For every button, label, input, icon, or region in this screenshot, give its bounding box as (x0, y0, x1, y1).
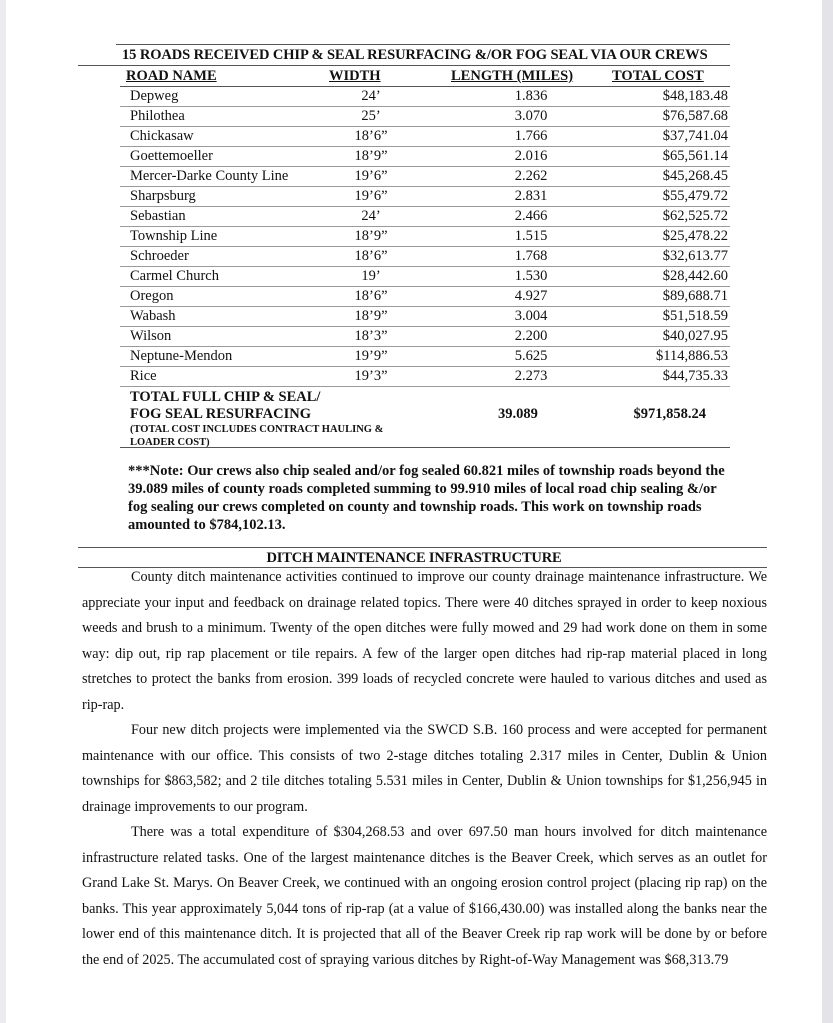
road-length: 2.262 (514, 168, 548, 184)
road-width: 19’3” (354, 368, 388, 384)
header-width: WIDTH (329, 68, 381, 84)
road-length: 2.831 (514, 188, 548, 204)
road-width: 18’6” (354, 248, 388, 264)
table-row (126, 207, 728, 227)
road-name: Sharpsburg (130, 188, 196, 204)
total-cost: $971,858.24 (633, 406, 706, 422)
ditch-paragraph-1-text: County ditch maintenance activities continued to improve our county drainage maintenance infrastructure. We appreciate your input and feedback on drainage related topics. There were 40 ditches sprayed in order to keep noxious weeds and brush to a minimum. Twenty of the open ditches were fully mowed and 29 had work done on them in some way: dip out, rip rap placement or tile repairs. A few of the larger open ditches had rip-rap material placed in long stretches to protect the banks from erosion. 399 loads of recycled concrete were hauled to various ditches and used as rip-rap. (82, 569, 767, 713)
road-length: 2.273 (514, 368, 548, 384)
road-width: 18’9” (354, 308, 388, 324)
road-name: Chickasaw (130, 128, 194, 144)
ditch-paragraph-3-text: There was a total expenditure of $304,268.53 and over 697.50 man hours involved for ditch maintenance infrastructure related tasks. One of the largest maintenance ditches is the Beaver Creek, which serves as an outlet for Grand Lake St. Marys. On Beaver Creek, we continued with an ongoing erosion control project (placing rip rap) on the banks. This year approximately 5,044 tons of rip-rap (at a value of $166,430.00) was installed along the banks near the lower end of this maintenance ditch. It is projected that all of the Beaver Creek rip rap work will be done by or before the end of 2025. The accumulated cost of spraying various ditches by Right-of-Way Management was $68,313.79 (82, 824, 767, 968)
table-title: 15 ROADS RECEIVED CHIP & SEAL RESURFACING &/OR FOG SEAL VIA OUR CREWS (122, 47, 708, 63)
road-name: Wabash (130, 308, 176, 324)
table-title-rule (78, 65, 730, 66)
road-width: 19’9” (354, 348, 388, 364)
table-row (126, 147, 728, 167)
road-length: 3.070 (514, 108, 548, 124)
road-width: 19’6” (354, 168, 388, 184)
table-row (126, 367, 728, 387)
road-name: Mercer-Darke County Line (130, 168, 289, 184)
road-cost: $32,613.77 (662, 248, 728, 264)
road-name: Township Line (130, 228, 218, 244)
table-row (126, 307, 728, 327)
ditch-paragraph-2 (82, 718, 767, 820)
table-row (126, 167, 728, 187)
table-row (126, 87, 728, 107)
road-width: 18’6” (354, 288, 388, 304)
total-label-line2: FOG SEAL RESURFACING (130, 406, 312, 422)
road-width: 18’9” (354, 148, 388, 164)
road-length: 5.625 (514, 348, 548, 364)
document-page (6, 0, 822, 1023)
road-cost: $65,561.14 (662, 148, 728, 164)
road-name: Wilson (130, 328, 172, 344)
road-name: Carmel Church (130, 268, 219, 284)
road-width: 18’3” (354, 328, 388, 344)
road-cost: $76,587.68 (662, 108, 728, 124)
note-paragraph: ***Note: Our crews also chip sealed and/or fog sealed 60.821 miles of township roads beyond the 39.089 miles of county roads completed summing to 99.910 miles of local road chip sealing &/or fog sealing our crews completed on county and township roads. This work on township roads amounted to $784,102.13. (128, 463, 725, 533)
road-cost: $45,268.45 (662, 168, 728, 184)
road-name: Rice (130, 368, 157, 384)
table-row (126, 107, 728, 127)
road-length: 1.530 (514, 268, 548, 284)
table-row (126, 347, 728, 367)
road-name: Sebastian (130, 208, 186, 224)
road-cost: $44,735.33 (662, 368, 728, 384)
table-row (126, 187, 728, 207)
road-length: 1.768 (514, 248, 548, 264)
road-cost: $55,479.72 (662, 188, 728, 204)
table-row (126, 127, 728, 147)
road-cost: $37,741.04 (662, 128, 728, 144)
road-cost: $62,525.72 (662, 208, 728, 224)
road-cost: $40,027.95 (662, 328, 728, 344)
total-bottom-rule (120, 447, 730, 448)
road-length: 2.200 (514, 328, 548, 344)
road-cost: $25,478.22 (662, 228, 728, 244)
road-cost: $28,442.60 (662, 268, 728, 284)
header-length: LENGTH (MILES) (451, 68, 574, 84)
road-width: 19’6” (354, 188, 388, 204)
ditch-paragraph-3 (82, 820, 767, 974)
table-row (126, 327, 728, 347)
road-name: Depweg (130, 88, 179, 104)
road-name: Neptune-Mendon (130, 348, 233, 364)
header-road-name: ROAD NAME (126, 68, 217, 84)
road-cost: $114,886.53 (656, 348, 728, 364)
road-length: 1.515 (514, 228, 548, 244)
road-length: 2.466 (514, 208, 548, 224)
total-length: 39.089 (498, 406, 538, 422)
total-label-line1: TOTAL FULL CHIP & SEAL/ (130, 389, 321, 405)
road-length: 1.836 (514, 88, 548, 104)
total-sub-line1: (TOTAL COST INCLUDES CONTRACT HAULING & (130, 424, 384, 435)
road-length: 1.766 (514, 128, 548, 144)
road-width: 19’ (361, 268, 381, 284)
road-cost: $89,688.71 (662, 288, 728, 304)
road-length: 4.927 (514, 288, 548, 304)
road-cost: $51,518.59 (662, 308, 728, 324)
road-width: 18’6” (354, 128, 388, 144)
page-edge (822, 0, 833, 1023)
road-name: Oregon (130, 288, 174, 304)
road-width: 24’ (361, 88, 381, 104)
road-name: Philothea (130, 108, 185, 124)
table-row (126, 227, 728, 247)
total-sub-line2: LOADER COST) (130, 437, 210, 448)
road-name: Goettemoeller (130, 148, 213, 164)
table-row (126, 287, 728, 307)
header-total-cost: TOTAL COST (612, 68, 704, 84)
road-length: 2.016 (514, 148, 548, 164)
table-row (126, 247, 728, 267)
road-name: Schroeder (130, 248, 189, 264)
road-width: 18’9” (354, 228, 388, 244)
table-top-rule (116, 44, 730, 45)
road-width: 25’ (361, 108, 381, 124)
ditch-paragraph-2-text: Four new ditch projects were implemented via the SWCD S.B. 160 process and were accepted for permanent maintenance with our office. This consists of two 2-stage ditches totaling 2.317 miles in Center, Dublin & Union townships for $863,582; and 2 tile ditches totaling 5.531 miles in Center, Dublin & Union townships for $1,256,945 in drainage improvements to our program. (82, 722, 767, 815)
road-length: 3.004 (514, 308, 548, 324)
ditch-paragraph-1 (82, 565, 767, 719)
road-width: 24’ (361, 208, 381, 224)
section-top-rule (78, 547, 767, 548)
road-cost: $48,183.48 (662, 88, 728, 104)
section-title: DITCH MAINTENANCE INFRASTRUCTURE (266, 550, 562, 566)
table-row (126, 267, 728, 287)
